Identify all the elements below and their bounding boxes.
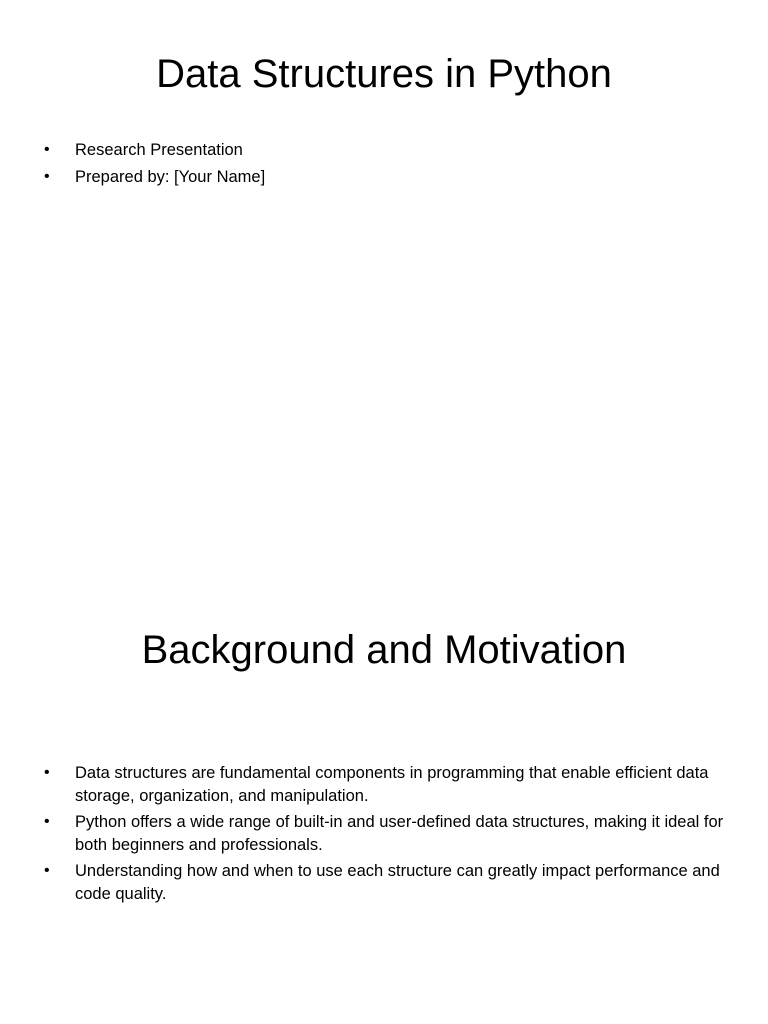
bullet-icon: • [44, 862, 50, 879]
slide-title: Data Structures in Python [156, 52, 612, 96]
list-item [44, 762, 724, 807]
list-item-text: Prepared by: [Your Name] [75, 168, 266, 186]
slide-title: Background and Motivation [141, 628, 627, 672]
slide-background-motivation [0, 576, 768, 1024]
list-item [44, 860, 724, 905]
list-item-text: Understanding how and when to use each structure can greatly impact performance and code quality. [75, 862, 720, 903]
bullet-icon: • [44, 813, 50, 830]
list-item-text: Research Presentation [75, 141, 243, 159]
list-item-text: Data structures are fundamental components in programming that enable efficient data storage, organization, and manipulation. [75, 764, 709, 805]
bullet-list [44, 762, 724, 909]
bullet-list [44, 139, 724, 193]
list-item [44, 166, 724, 189]
list-item-text: Python offers a wide range of built-in and user-defined data structures, making it ideal for both beginners and professionals. [75, 813, 724, 854]
bullet-icon: • [44, 141, 50, 158]
list-item [44, 811, 724, 856]
bullet-icon: • [44, 764, 50, 781]
bullet-icon: • [44, 168, 50, 185]
list-item [44, 139, 724, 162]
